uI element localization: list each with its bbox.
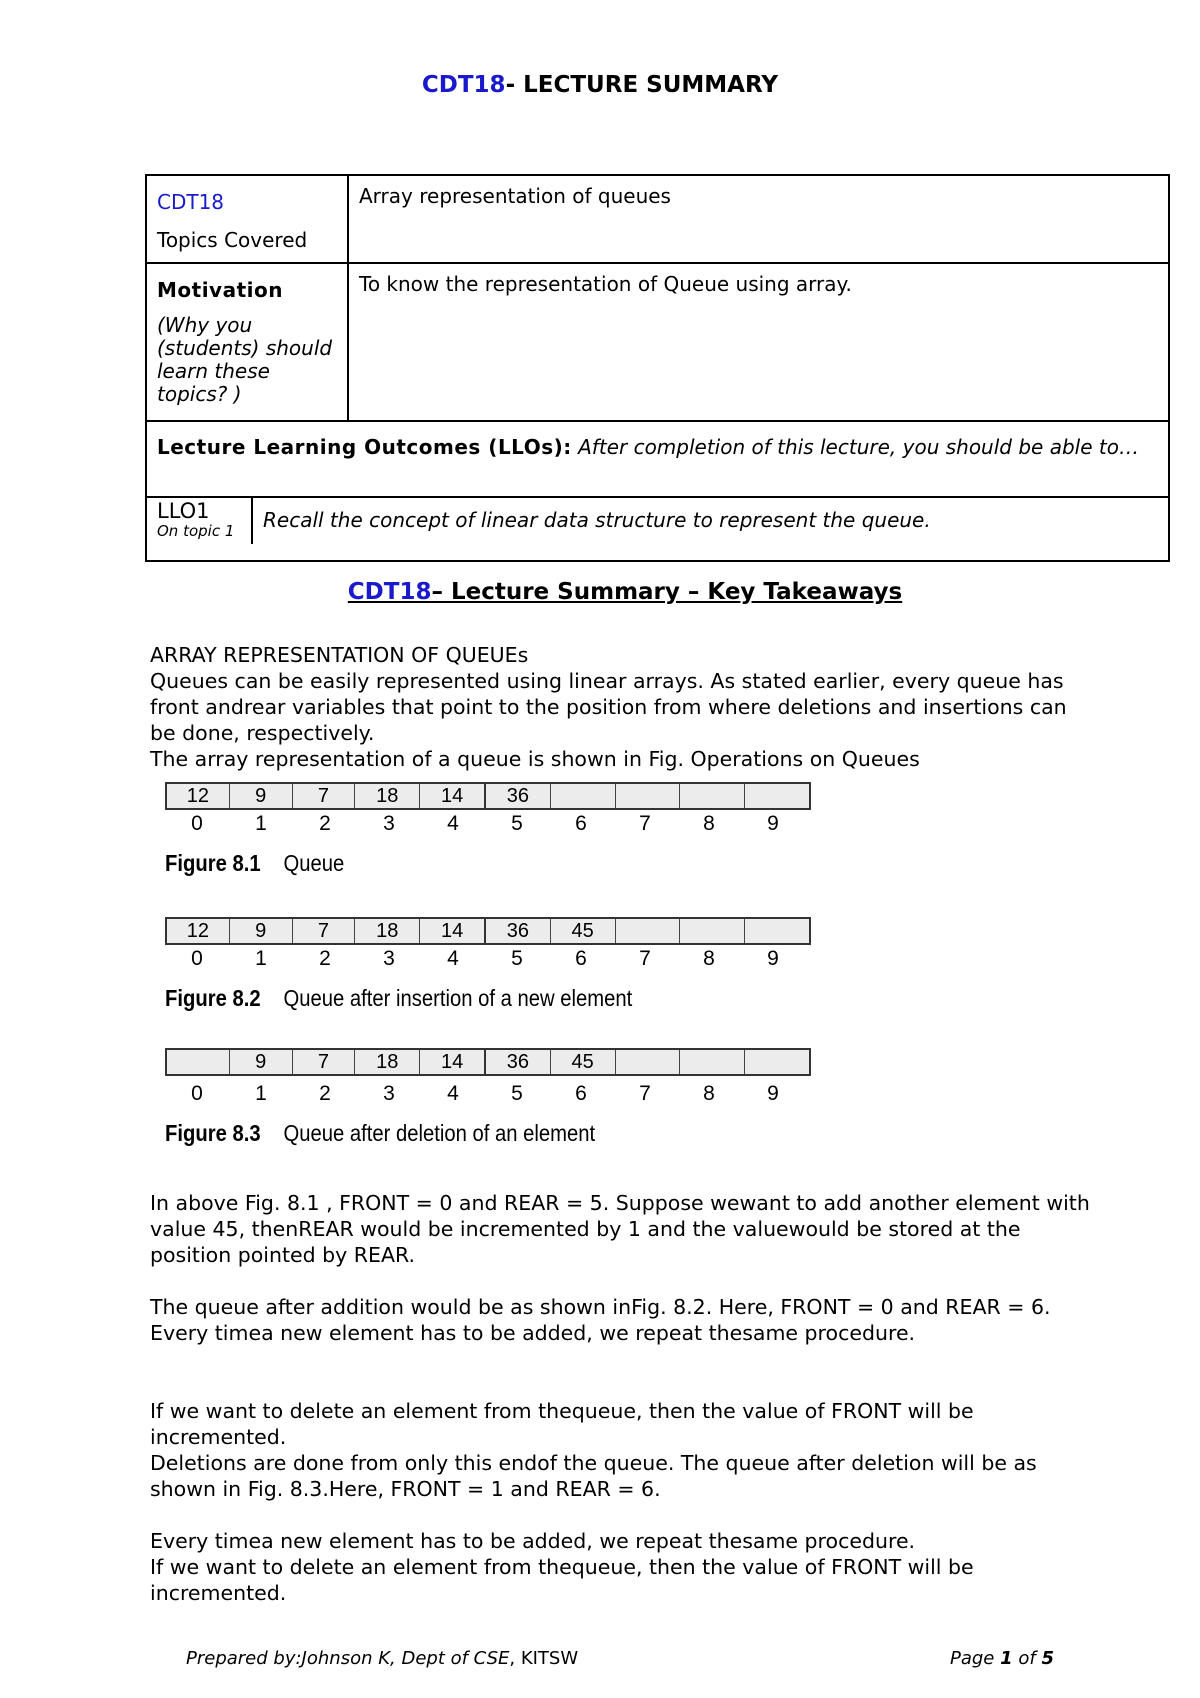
explanation-paragraph-2: The queue after addition would be as shown inFig. 8.2. Here, FRONT = 0 and REAR = 6. Every timea new element has to be added, we repeat thesame procedure. (150, 1295, 1051, 1345)
figure-caption-text: Queue (283, 850, 345, 876)
index-label: 4 (447, 812, 459, 835)
paragraph-line: Every timea new element has to be added, we repeat thesame procedure. (150, 1529, 916, 1553)
index-label: 5 (511, 1082, 523, 1105)
index-label: 6 (575, 947, 587, 970)
index-label: 0 (191, 812, 203, 835)
queue-cell (680, 1050, 745, 1074)
page-title (0, 72, 1200, 98)
index-label: 3 (383, 812, 395, 835)
llo-code-cell (147, 498, 253, 544)
figure-8-3 (165, 1048, 811, 1147)
heading2-code: CDT18 (347, 579, 432, 605)
footer-page-word: Page (950, 1648, 995, 1669)
paragraph-line: Deletions are done from only this endof the queue. The queue after deletion will be as shown in Fig. 8.3.Here, FRONT = 1 and REAR = 6. (150, 1451, 1037, 1501)
queue-cell: 45 (551, 919, 616, 943)
queue-cell (680, 784, 745, 808)
title-code: CDT18 (421, 72, 506, 98)
lecture-info-table (145, 174, 1170, 562)
figure-label: Figure 8.3 (165, 1120, 261, 1146)
key-takeaways-heading (0, 579, 1200, 605)
queue-array (165, 917, 811, 945)
footer-prepared: Prepared by:Johnson K, Dept of CSE (186, 1648, 510, 1669)
queue-cell: 14 (420, 1050, 486, 1074)
llo-heading-cell (146, 421, 1169, 497)
heading2-rest: – Lecture Summary – Key Takeaways (431, 579, 903, 605)
index-label: 1 (255, 1082, 267, 1105)
llo-row (146, 497, 1169, 561)
figure-label: Figure 8.1 (165, 850, 261, 876)
footer-page-total: 5 (1041, 1648, 1055, 1669)
queue-cell: 9 (230, 1050, 293, 1074)
index-label: 7 (639, 947, 651, 970)
figure-caption (165, 850, 733, 877)
queue-array (165, 1048, 811, 1076)
explanation-paragraph-3 (150, 1398, 1090, 1502)
figure-label: Figure 8.2 (165, 985, 261, 1011)
queue-indices (165, 947, 811, 971)
intro-paragraph: Queues can be easily represented using linear arrays. As stated earlier, every queue has front andrear variables that point to the position from where deletions and insertions can be done, respectively. (150, 669, 1067, 745)
index-label: 5 (511, 947, 523, 970)
queue-cell (551, 784, 616, 808)
queue-cell (616, 1050, 681, 1074)
index-label: 0 (191, 1082, 203, 1105)
index-label: 9 (767, 1082, 779, 1105)
queue-cell: 36 (486, 784, 551, 808)
index-label: 7 (639, 1082, 651, 1105)
explanation-paragraph-1: In above Fig. 8.1 , FRONT = 0 and REAR = 5. Suppose wewant to add another element with value 45, thenREAR would be incremented by 1 and the valuewould be stored at the position pointed by REAR. (150, 1191, 1090, 1267)
intro-heading: ARRAY REPRESENTATION OF QUEUEs (150, 643, 529, 667)
index-label: 5 (511, 812, 523, 835)
llo-text: Recall the concept of linear data structure to represent the queue. (263, 508, 931, 532)
index-label: 3 (383, 947, 395, 970)
topics-label-cell (146, 175, 348, 263)
intro-paragraph-2: The array representation of a queue is shown in Fig. Operations on Queues (150, 747, 920, 771)
motivation-value: To know the representation of Queue using array. (348, 263, 1169, 421)
index-label: 4 (447, 1082, 459, 1105)
llo-heading-italic: After completion of this lecture, you should be able to… (571, 435, 1139, 459)
llo-heading-bold: Lecture Learning Outcomes (LLOs): (157, 435, 572, 459)
index-label: 2 (319, 947, 331, 970)
figure-caption-text: Queue after deletion of an element (283, 1120, 596, 1146)
index-label: 2 (319, 1082, 331, 1105)
index-label: 2 (319, 812, 331, 835)
figure-caption (165, 1120, 733, 1147)
queue-cell (745, 919, 809, 943)
index-label: 4 (447, 947, 459, 970)
queue-cell: 14 (420, 919, 486, 943)
paragraph-line: If we want to delete an element from thequeue, then the value of FRONT will be incremented. (150, 1399, 974, 1449)
footer-of-word: of (1018, 1648, 1036, 1669)
figure-8-1 (165, 782, 811, 877)
index-label: 6 (575, 1082, 587, 1105)
queue-cell (616, 784, 681, 808)
footer-prepared-by (186, 1648, 578, 1669)
queue-indices (165, 1082, 811, 1106)
index-label: 8 (703, 947, 715, 970)
queue-cell: 36 (486, 1050, 551, 1074)
queue-cell (616, 919, 681, 943)
queue-cell: 9 (230, 919, 293, 943)
footer-page-number (950, 1648, 1054, 1669)
figure-8-2 (165, 917, 811, 1012)
queue-cell: 9 (230, 784, 293, 808)
figure-caption-text: Queue after insertion of a new element (283, 985, 633, 1011)
motivation-label-cell (146, 263, 348, 421)
queue-cell: 12 (167, 919, 230, 943)
queue-cell: 18 (355, 784, 420, 808)
queue-cell: 36 (486, 919, 551, 943)
queue-cell: 18 (355, 919, 420, 943)
llo-topic: On topic 1 (157, 522, 235, 540)
figure-caption (165, 985, 733, 1012)
queue-indices (165, 812, 811, 836)
index-label: 3 (383, 1082, 395, 1105)
queue-cell: 12 (167, 784, 230, 808)
index-label: 9 (767, 812, 779, 835)
index-label: 0 (191, 947, 203, 970)
queue-cell: 14 (420, 784, 486, 808)
paragraph-line: If we want to delete an element from thequeue, then the value of FRONT will be incremented. (150, 1555, 974, 1605)
index-label: 1 (255, 947, 267, 970)
queue-cell (680, 919, 745, 943)
explanation-paragraph-4 (150, 1528, 1090, 1606)
title-rest: - LECTURE SUMMARY (505, 72, 779, 98)
queue-cell: 7 (293, 919, 356, 943)
queue-cell: 7 (293, 1050, 356, 1074)
queue-cell: 18 (355, 1050, 420, 1074)
topics-value: Array representation of queues (348, 175, 1169, 263)
motivation-label: Motivation (157, 278, 283, 302)
index-label: 9 (767, 947, 779, 970)
index-label: 8 (703, 1082, 715, 1105)
footer-org: , KITSW (509, 1648, 579, 1669)
index-label: 1 (255, 812, 267, 835)
table-code: CDT18 (157, 190, 225, 214)
queue-cell: 7 (293, 784, 356, 808)
intro-block (150, 642, 1090, 772)
topics-label: Topics Covered (157, 228, 308, 252)
queue-array (165, 782, 811, 810)
index-label: 7 (639, 812, 651, 835)
queue-cell (167, 1050, 230, 1074)
motivation-sub: (Why you (students) should learn these topics? ) (157, 313, 333, 406)
index-label: 6 (575, 812, 587, 835)
queue-cell: 45 (551, 1050, 616, 1074)
llo-code: LLO1 (157, 499, 210, 523)
queue-cell (745, 784, 809, 808)
index-label: 8 (703, 812, 715, 835)
queue-cell (745, 1050, 809, 1074)
footer-page-num: 1 (1000, 1648, 1013, 1669)
